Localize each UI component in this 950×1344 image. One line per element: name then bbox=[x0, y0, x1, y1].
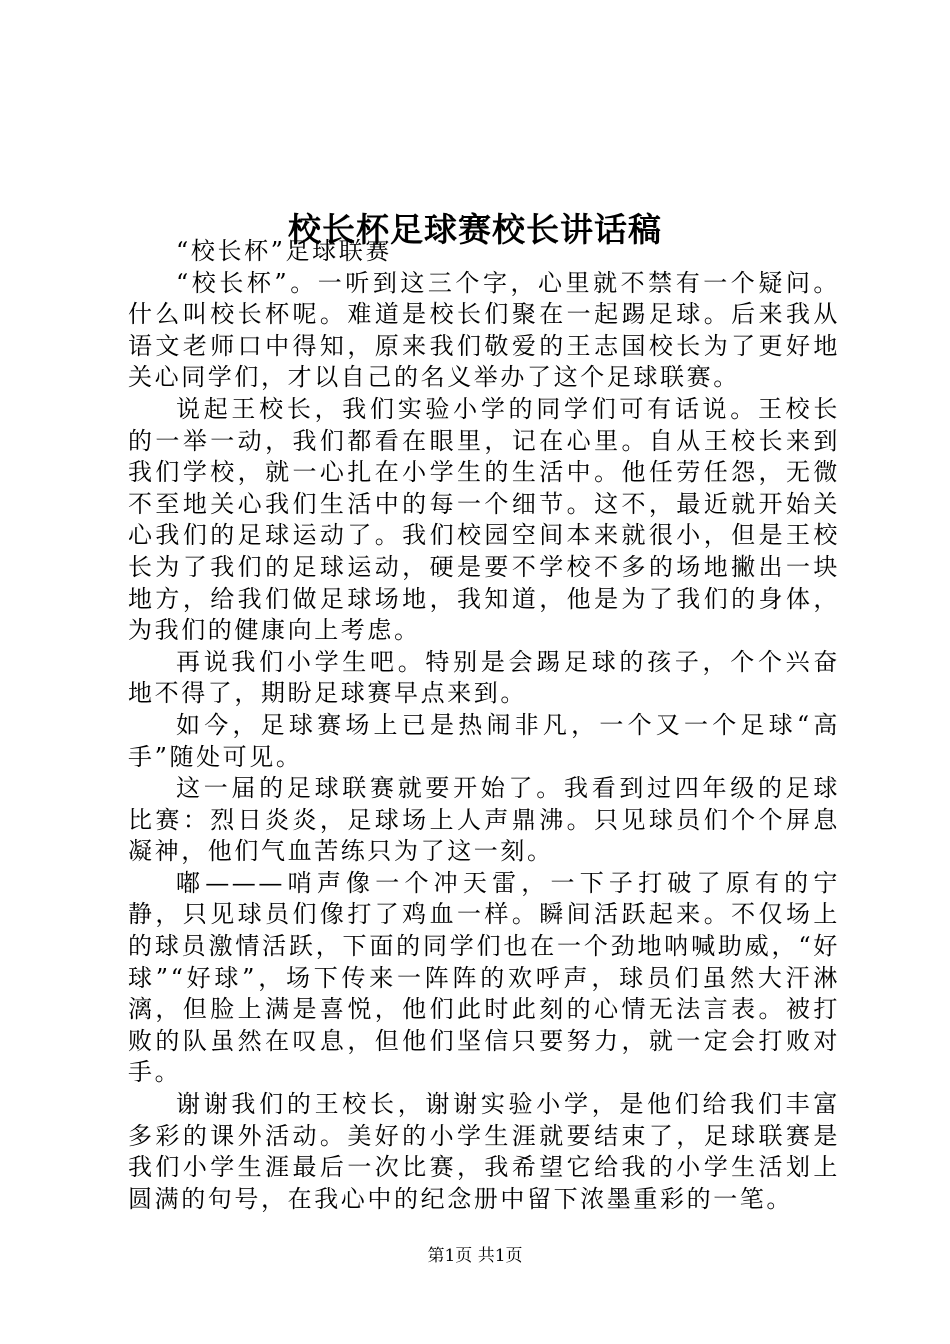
paragraph: 如今，足球赛场上已是热闹非凡，一个又一个足球“高手”随处可见。 bbox=[128, 710, 840, 771]
paragraph: 嘟———哨声像一个冲天雷，一下子打破了原有的宁静，只见球员们像打了鸡血一样。瞬间活跃起来。不仅场上的球员激情活跃，下面的同学们也在一个劲地呐喊助威，“好球”“好球”，场下传来一阵阵的欢呼声，球员们虽然大汗淋漓，但脸上满是喜悦，他们此时此刻的心情无法言表。被打败的队虽然在叹息，但他们坚信只要努力，就一定会打败对手。 bbox=[128, 868, 840, 1087]
document-body bbox=[128, 236, 840, 1215]
document-title: 校长杯足球赛校长讲话稿 bbox=[288, 210, 662, 250]
paragraph-subtitle: “校长杯”足球联赛 bbox=[176, 237, 392, 265]
paragraph: “校长杯”。一听到这三个字，心里就不禁有一个疑问。什么叫校长杯呢。难道是校长们聚在一起踢足球。后来我从语文老师口中得知，原来我们敬爱的王志国校长为了更好地关心同学们，才以自己的名义举办了这个足球联赛。 bbox=[128, 268, 840, 392]
page-footer: 第1页 共1页 bbox=[427, 1246, 523, 1266]
paragraph: 说起王校长，我们实验小学的同学们可有话说。王校长的一举一动，我们都看在眼里，记在心里。自从王校长来到我们学校，就一心扎在小学生的生活中。他任劳任怨，无微不至地关心我们生活中的每一个细节。这不，最近就开始关心我们的足球运动了。我们校园空间本来就很小，但是王校长为了我们的足球运动，硬是要不学校不多的场地撇出一块地方，给我们做足球场地，我知道，他是为了我们的身体，为我们的健康向上考虑。 bbox=[128, 394, 840, 645]
paragraph: 谢谢我们的王校长，谢谢实验小学，是他们给我们丰富多彩的课外活动。美好的小学生涯就要结束了，足球联赛是我们小学生涯最后一次比赛，我希望它给我的小学生活划上圆满的句号，在我心中的纪念册中留下浓墨重彩的一笔。 bbox=[128, 1090, 840, 1213]
paragraph: 这一届的足球联赛就要开始了。我看到过四年级的足球比赛：烈日炎炎，足球场上人声鼎沸。只见球员们个个屏息凝神，他们气血苦练只为了这一刻。 bbox=[128, 774, 840, 866]
paragraph: 再说我们小学生吧。特别是会踢足球的孩子，个个兴奋地不得了，期盼足球赛早点来到。 bbox=[128, 647, 840, 708]
